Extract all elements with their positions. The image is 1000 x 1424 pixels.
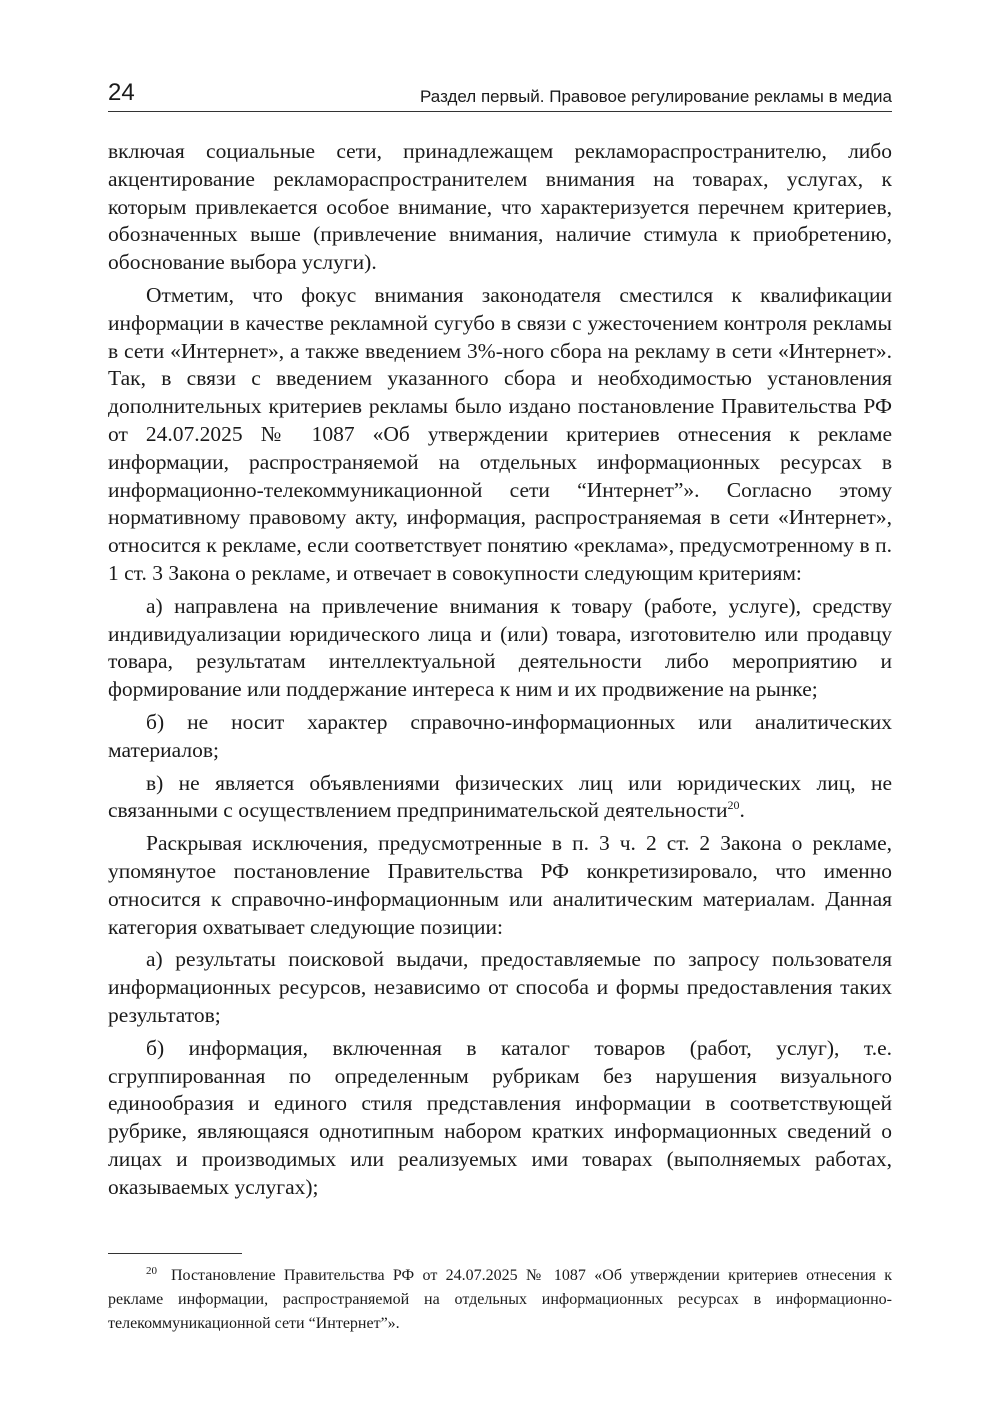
paragraph: Раскрывая исключения, предусмотренные в п. 3 ч. 2 ст. 2 Закона о рекламе, упомянутое постановление Правительства РФ конкретизировало, что именно относится к справочно-информационным или аналитическим материалам. Данная категория охватывает следующие позиции: — [108, 831, 892, 939]
list-item-c-end: . — [739, 798, 745, 823]
footnote — [108, 1264, 892, 1336]
body-text — [108, 138, 892, 1201]
running-title: Раздел первый. Правовое регулирование рекламы в медиа — [420, 87, 892, 106]
list-item-a: а) результаты поисковой выдачи, предоставляемые по запросу пользователя информационных ресурсов, независимо от способа и формы предоставления таких результатов; — [108, 947, 892, 1027]
footnote-reference[interactable]: 20 — [727, 798, 740, 813]
list-item-a: а) направлена на привлечение внимания к товару (работе, услуге), средству индивидуализации юридического лица и (или) товара, изготовителю или продавцу товара, результатам интеллектуальной деятельности либо мероприятию и формирование или поддержание интереса к ним и их продвижение на рынке; — [108, 593, 892, 702]
list-item-c-text: в) не является объявлениями физических лиц или юридических лиц, не связанными с осуществлением предпринимательской деятельности — [108, 770, 892, 823]
list-item-b: б) информация, включенная в каталог товаров (работ, услуг), т.е. сгруппированная по определенным рубрикам без нарушения визуального единообразия и единого стиля представления информации в соответствующей рубрике, являющаяся однотипным набором кратких информационных сведений о лицах и производимых или реализуемых ими товарах (выполняемых работах, оказываемых услугах); — [108, 1035, 892, 1199]
footnote-text: Постановление Правительства РФ от 24.07.2025 № 1087 «Об утверждении критериев отнесения к рекламе информации, распространяемой на отдельных информационных ресурсах в информационно-телекоммуникационной сети “Интернет”». — [108, 1267, 892, 1332]
footnote-number: 20 — [146, 1264, 157, 1277]
list-item-c — [108, 770, 892, 826]
paragraph: Отметим, что фокус внимания законодателя сместился к квалификации информации в качестве рекламной сугубо в связи с ужесточением контроля рекламы в сети «Интернет», а также введением 3%-ного сбора на рекламу в сети «Интернет». Так, в связи с введением указанного сбора и необходимостью установления дополнительных критериев рекламы было издано постановление Правительства РФ от 24.07.2025 № 1087 «Об утверждении критериев отнесения к рекламе информации, распространяемой на отдельных информационных ресурсах в информационно-телекоммуникационной сети “Интернет”». Согласно этому нормативному правовому акту, информация, распространяемая в сети «Интернет», относится к рекламе, если соответствует понятию «реклама», предусмотренному в п. 1 ст. 3 Закона о рекламе, и отвечает в совокупности следующим критериям: — [108, 282, 892, 585]
page-number: 24 — [108, 79, 135, 106]
list-item-b: б) не носит характер справочно-информационных или аналитических материалов; — [108, 709, 892, 762]
page-header — [108, 72, 892, 112]
footnote-divider — [108, 1253, 242, 1254]
paragraph-continuation: включая социальные сети, принадлежащем рекламораспространителю, либо акцентирование рекламораспространителем внимания на товарах, услугах, к которым привлекается особое внимание, что характеризуется перечнем критериев, обозначенных выше (привлечение внимания, наличие стимула к приобретению, обоснование выбора услуги). — [108, 139, 892, 275]
